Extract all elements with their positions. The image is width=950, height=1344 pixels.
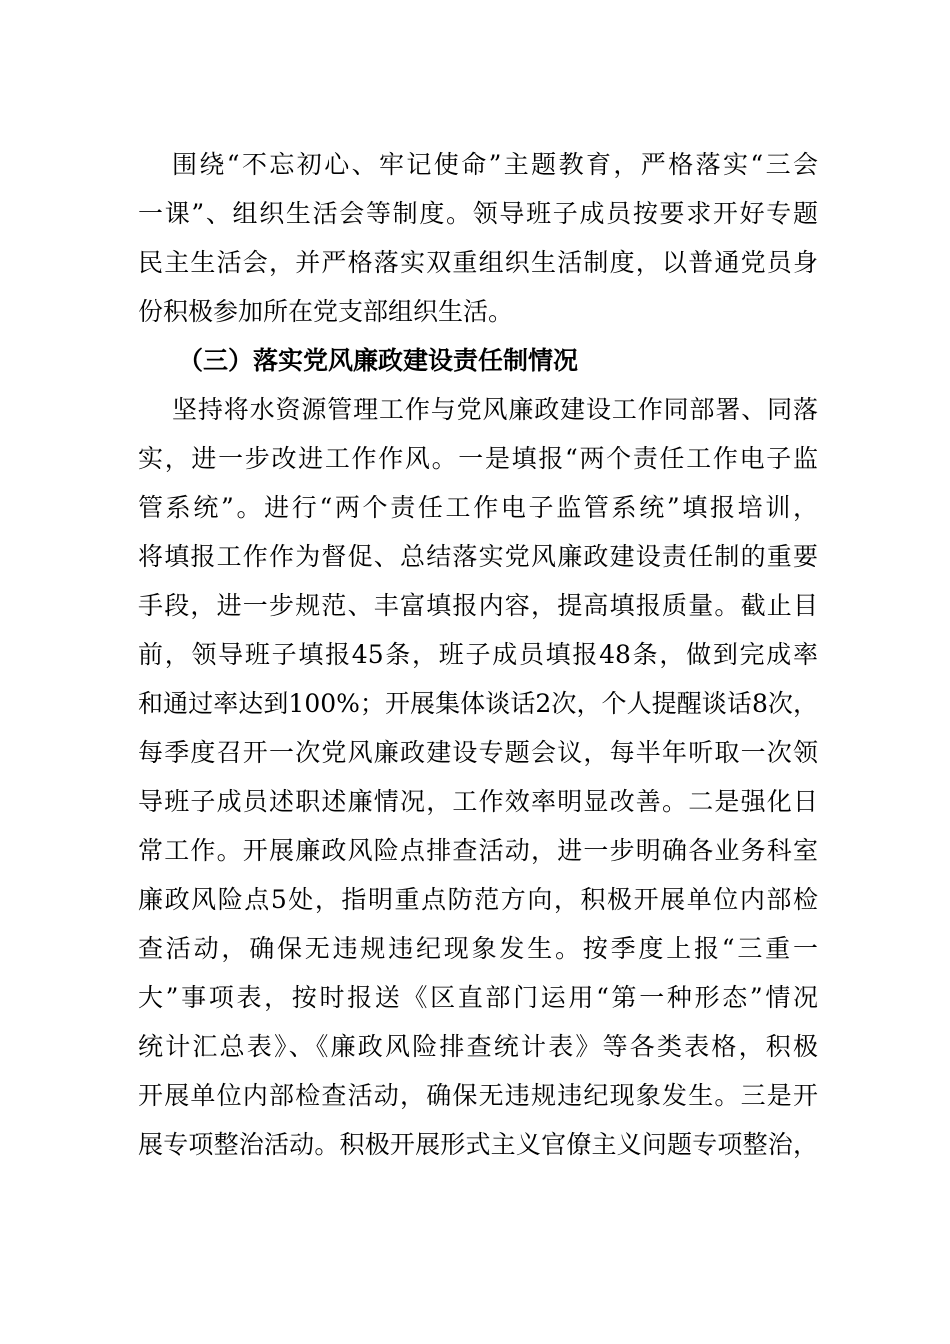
text-line: 一课”、组织生活会等制度。领导班子成员按要求开好专题 bbox=[138, 199, 818, 228]
text-line: 廉政风险点5处，指明重点防范方向，积极开展单位内部检 bbox=[138, 885, 818, 914]
section-heading: （三）落实党风廉政建设责任制情况 bbox=[178, 346, 579, 375]
document-body bbox=[138, 140, 818, 1169]
paragraph-theme-education bbox=[138, 140, 818, 336]
text-line: 开展单位内部检查活动，确保无违规违纪现象发生。三是开 bbox=[138, 1081, 818, 1110]
text-line: 和通过率达到100%；开展集体谈话2次，个人提醒谈话8次， bbox=[138, 689, 818, 718]
text-line: 民主生活会，并严格落实双重组织生活制度，以普通党员身 bbox=[138, 248, 818, 277]
text-line: 将填报工作作为督促、总结落实党风廉政建设责任制的重要 bbox=[138, 542, 818, 571]
text-line: 导班子成员述职述廉情况，工作效率明显改善。二是强化日 bbox=[138, 787, 818, 816]
text-line: 查活动，确保无违规违纪现象发生。按季度上报“三重一 bbox=[138, 934, 818, 963]
text-line: 管系统”。进行“两个责任工作电子监管系统”填报培训， bbox=[138, 493, 818, 522]
text-line: 大”事项表，按时报送《区直部门运用“第一种形态”情况 bbox=[138, 983, 818, 1012]
text-line: 每季度召开一次党风廉政建设专题会议，每半年听取一次领 bbox=[138, 738, 818, 767]
text-line: 份积极参加所在党支部组织生活。 bbox=[138, 297, 514, 326]
text-line: 统计汇总表》、《廉政风险排查统计表》等各类表格，积极 bbox=[138, 1032, 818, 1061]
text-line: 常工作。开展廉政风险点排查活动，进一步明确各业务科室 bbox=[138, 836, 818, 865]
paragraph-responsibility-system bbox=[138, 385, 818, 1169]
text-line: 展专项整治活动。积极开展形式主义官僚主义问题专项整治， bbox=[138, 1130, 818, 1159]
text-line: 坚持将水资源管理工作与党风廉政建设工作同部署、同落 bbox=[172, 395, 818, 424]
text-line: 前，领导班子填报45条，班子成员填报48条，做到完成率 bbox=[138, 640, 818, 669]
text-line: 围绕“不忘初心、牢记使命”主题教育，严格落实“三会 bbox=[172, 150, 818, 179]
text-line: 实，进一步改进工作作风。一是填报“两个责任工作电子监 bbox=[138, 444, 818, 473]
text-line: 手段，进一步规范、丰富填报内容，提高填报质量。截止目 bbox=[138, 591, 818, 620]
